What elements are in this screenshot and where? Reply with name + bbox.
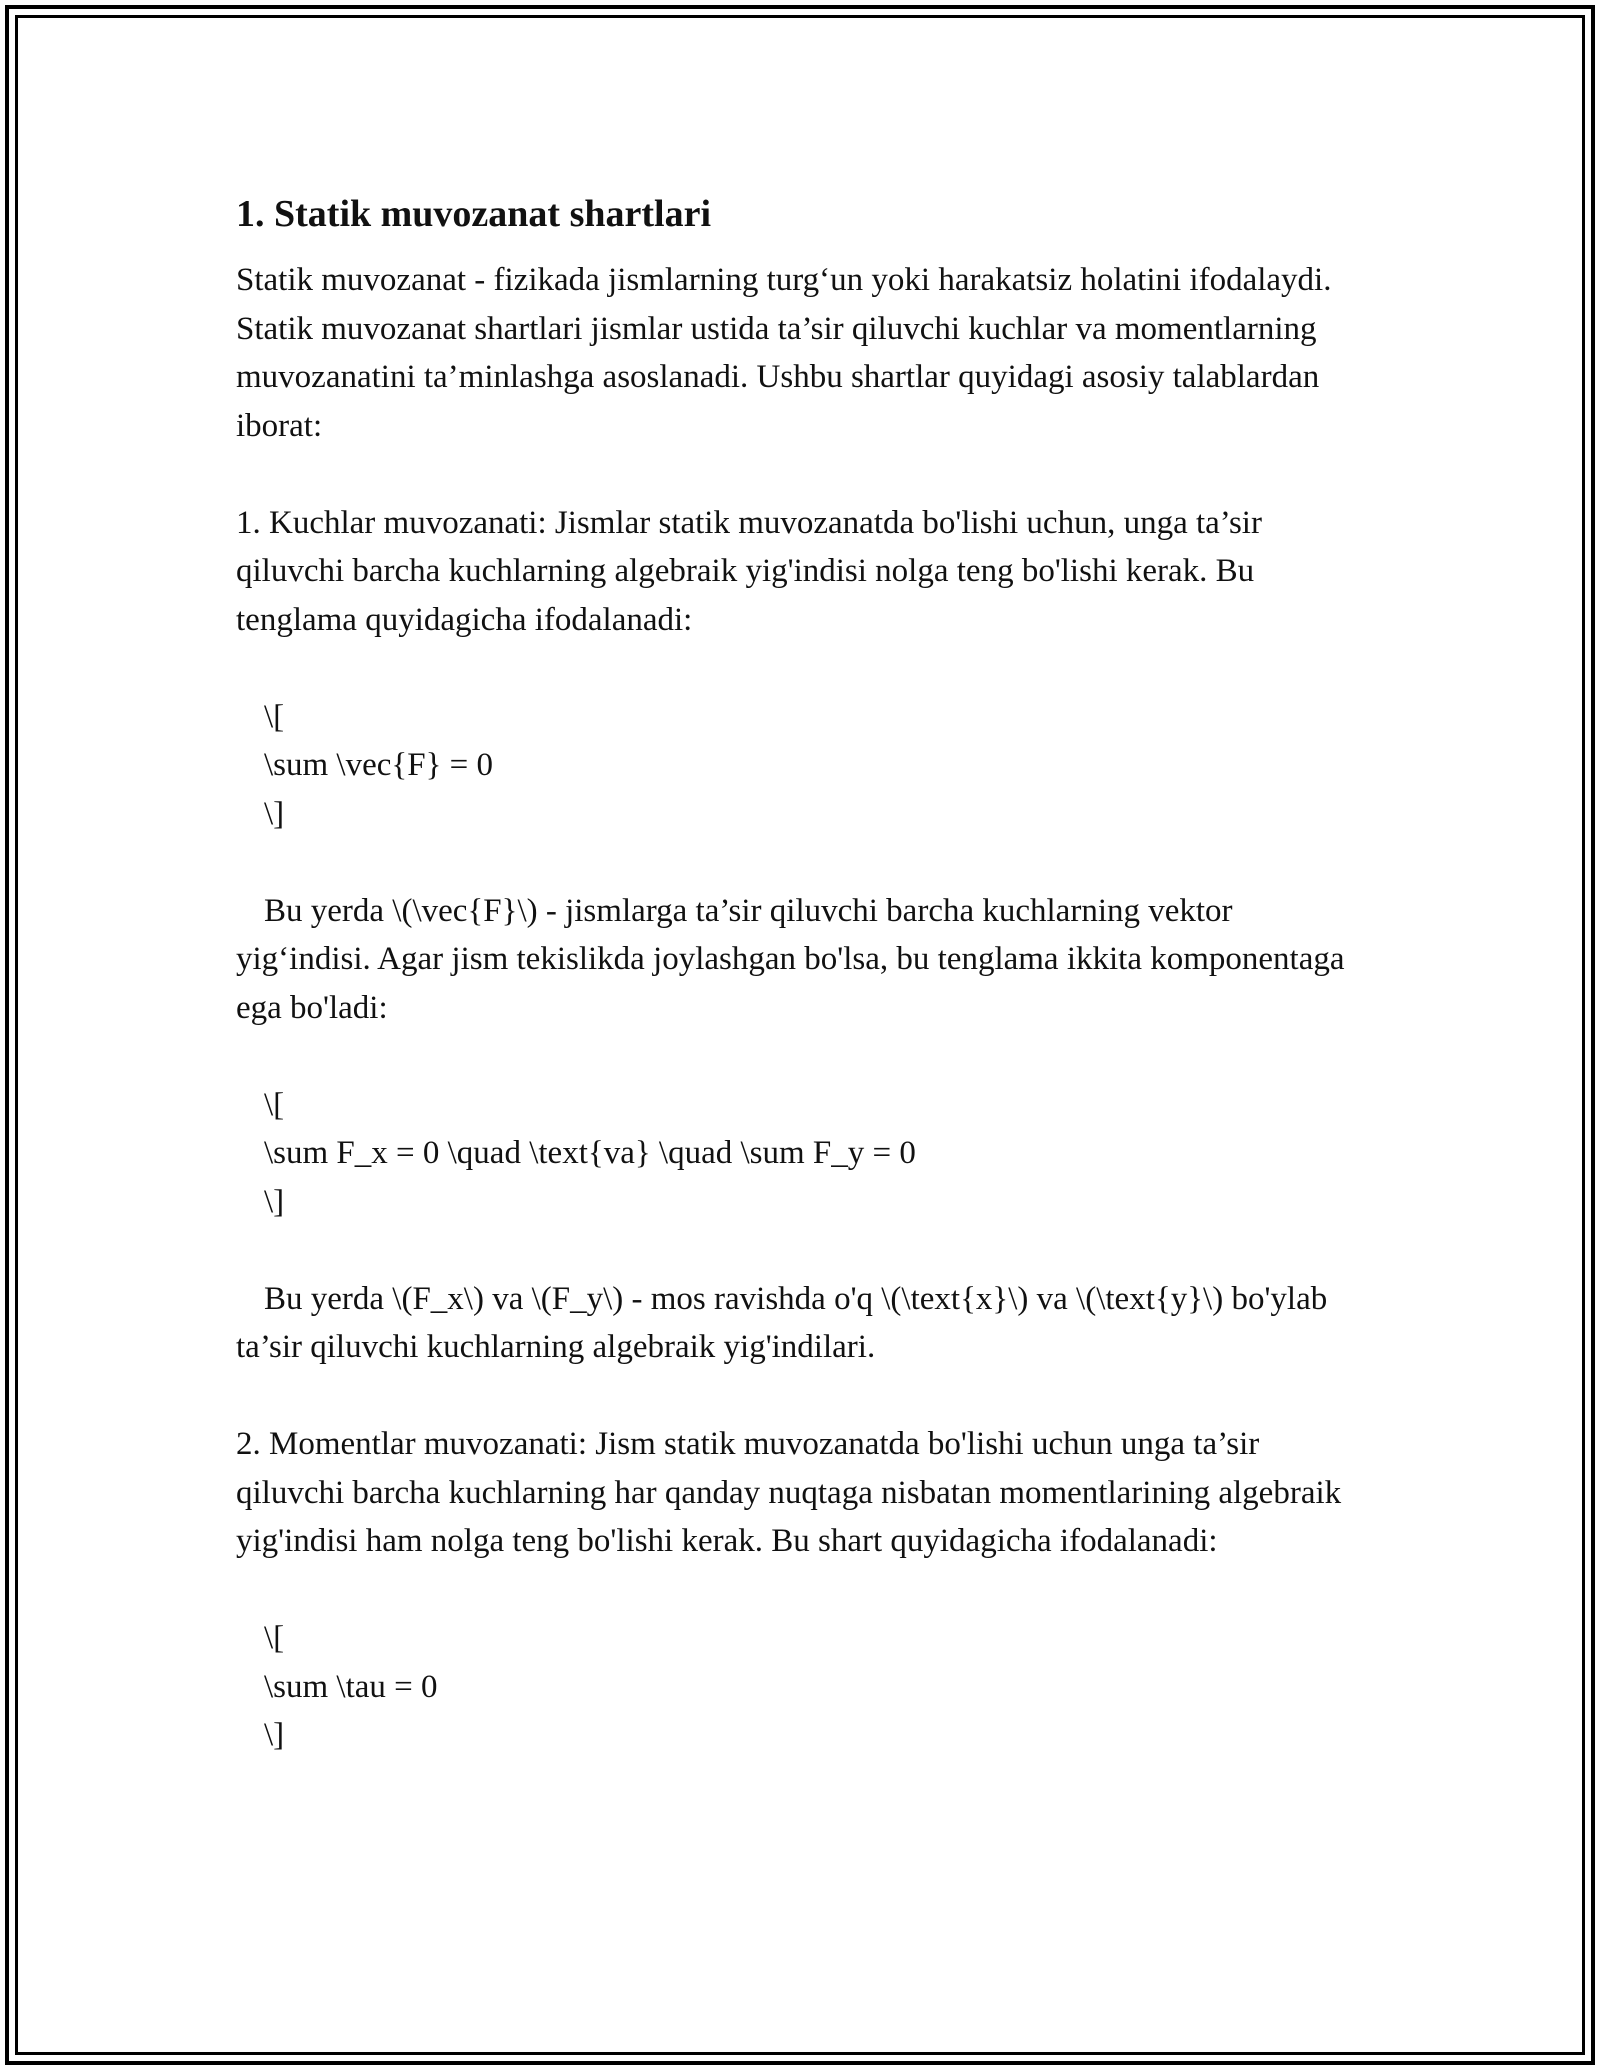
equation-close: \] xyxy=(264,795,285,832)
equation-block-3 xyxy=(236,1614,1356,1760)
equation-body: \sum \tau = 0 xyxy=(264,1668,438,1705)
item-1-explanation: Bu yerda \(\vec{F}\) - jismlarga ta’sir qiluvchi barcha kuchlarning vektor yig‘indisi. Agar jism tekislikda joylashgan bo'lsa, bu tenglama ikkita komponentaga ega bo'ladi: xyxy=(236,892,1345,1026)
equation-body: \sum \vec{F} = 0 xyxy=(264,747,494,783)
equation-open: \[ xyxy=(264,1086,285,1123)
paragraph-gap xyxy=(236,1566,1356,1615)
equation-block-2 xyxy=(236,1081,1356,1227)
paragraph-gap xyxy=(236,1032,1356,1081)
equation-open: \[ xyxy=(264,698,285,735)
item-2-paragraph: 2. Momentlar muvozanati: Jism statik muvozanatda bo'lishi uchun unga ta’sir qiluvchi barcha kuchlarning har qanday nuqtaga nisbatan momentlarining algebraik yig'indisi ham nolga teng bo'lishi kerak. Bu shart quyidagicha ifodalanadi: xyxy=(236,1426,1342,1559)
paragraph-gap xyxy=(236,838,1356,887)
intro-paragraph: Statik muvozanat - fizikada jismlarning turg‘un yoki harakatsiz holatini ifodalaydi. Statik muvozanat shartlari jismlar ustida ta’sir qiluvchi kuchlar va momentlarning muvozanatini ta’minlashga asoslanadi. Ushbu shartlar quyidagi asosiy talablardan iborat: xyxy=(236,262,1332,444)
paragraph-gap xyxy=(236,1226,1356,1275)
equation-open: \[ xyxy=(264,1620,285,1656)
paragraph-gap xyxy=(236,1372,1356,1421)
section-heading: 1. Statik muvozanat shartlari xyxy=(236,193,711,235)
paragraph-gap xyxy=(236,450,1356,499)
document-body xyxy=(236,186,1356,1760)
paragraph-gap xyxy=(236,644,1356,693)
equation-block-1 xyxy=(236,693,1356,839)
item-1-explanation-2: Bu yerda \(F_x\) va \(F_y\) - mos ravishda o'q \(\text{x}\) va \(\text{y}\) bo'ylab ta’sir qiluvchi kuchlarning algebraik yig'indilari. xyxy=(236,1280,1328,1365)
equation-close: \] xyxy=(264,1183,285,1220)
item-1-paragraph: 1. Kuchlar muvozanati: Jismlar statik muvozanatda bo'lishi uchun, unga ta’sir qiluvchi barcha kuchlarning algebraik yig'indisi nolga teng bo'lishi kerak. Bu tenglama quyidagicha ifodalanadi: xyxy=(236,504,1262,638)
equation-close: \] xyxy=(264,1717,285,1753)
equation-body: \sum F_x = 0 \quad \text{va} \quad \sum F_y = 0 xyxy=(264,1135,916,1171)
